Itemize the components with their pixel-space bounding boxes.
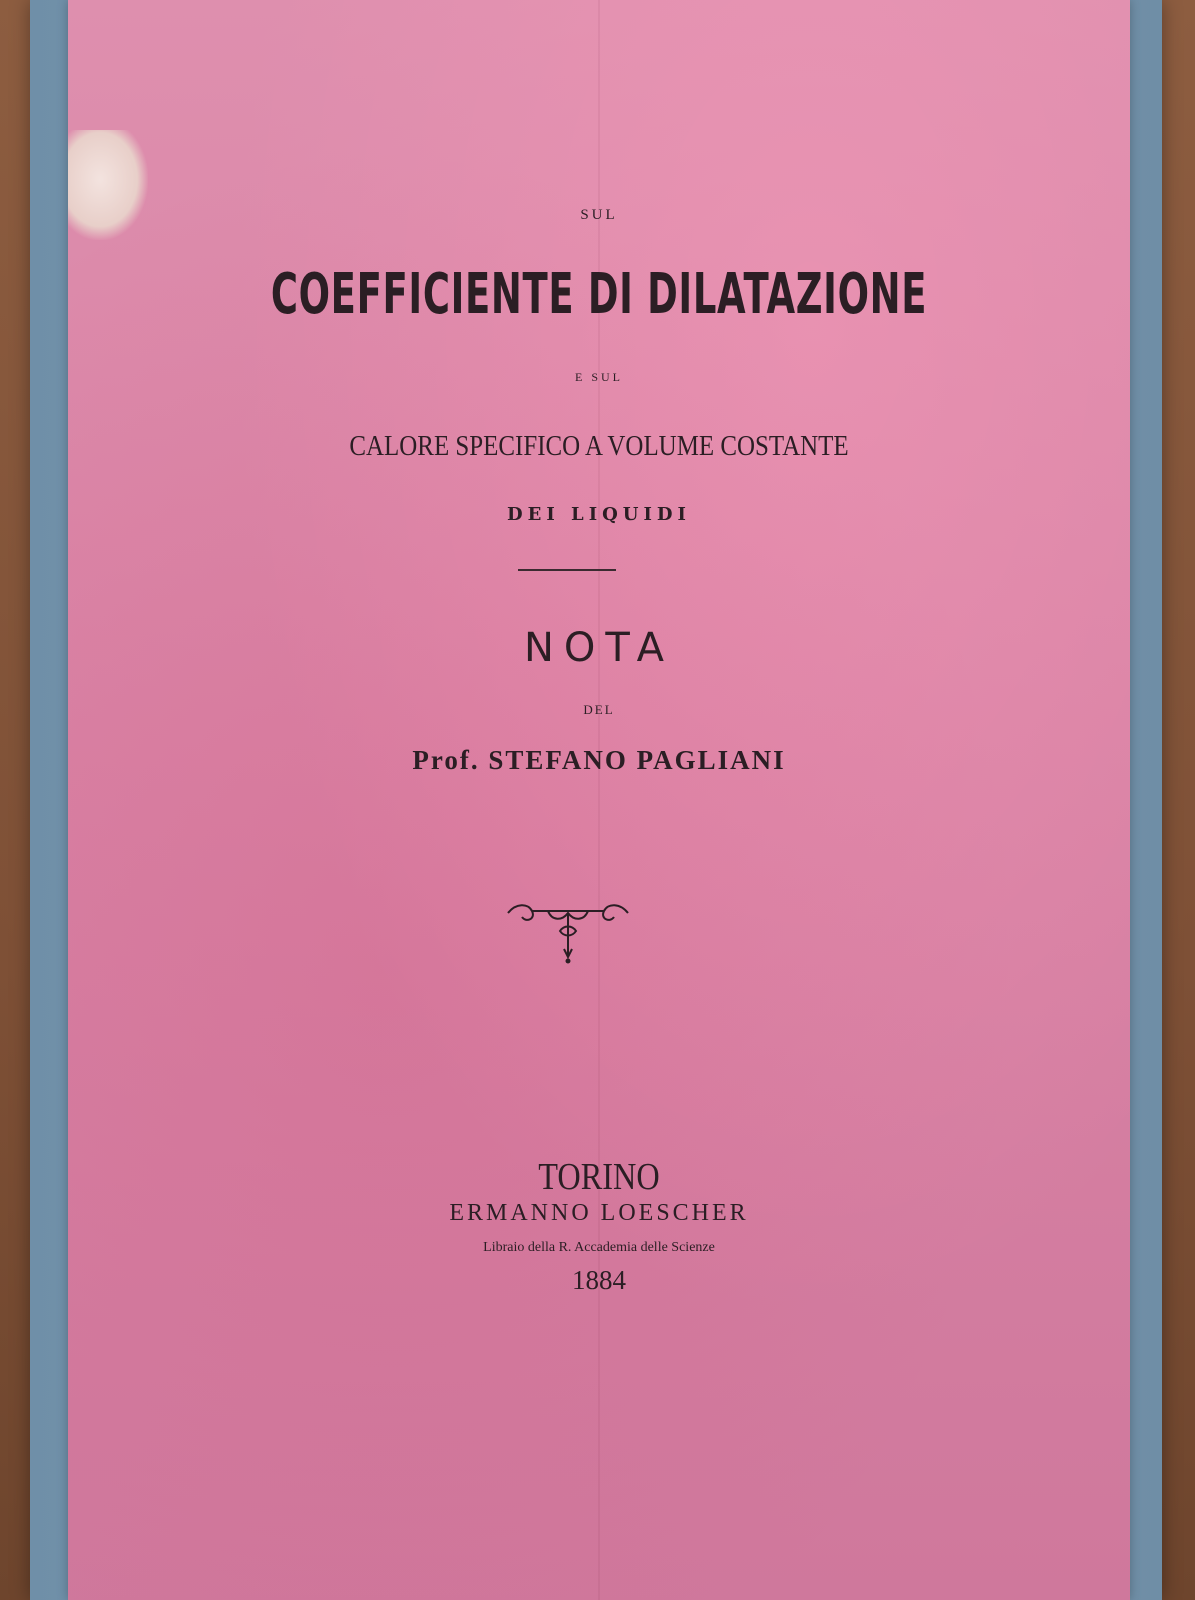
cover-fold-line (598, 0, 600, 1600)
cover-author: Prof. STEFANO PAGLIANI (412, 745, 786, 775)
cover-line-e-sul: E SUL (575, 370, 623, 384)
publication-year: 1884 (572, 1265, 626, 1295)
cover-title: COEFFICIENTE DI DILATAZIONE (270, 262, 928, 327)
cover-subtitle: CALORE SPECIFICO A VOLUME COSTANTE (349, 430, 849, 462)
publisher-note: Libraio della R. Accademia delle Scienze (483, 1240, 715, 1255)
publication-city: TORINO (538, 1156, 660, 1198)
cover-heading-nota: NOTA (523, 625, 675, 671)
publisher-name: ERMANNO LOESCHER (449, 1200, 749, 1226)
cover-line-sul: SUL (580, 207, 618, 223)
cover-line-del: DEL (583, 702, 615, 717)
booklet-cover (68, 0, 1130, 1600)
fleuron-ornament-icon (498, 895, 638, 975)
cover-subtitle-2: DEI LIQUIDI (507, 504, 691, 525)
divider-rule (518, 569, 616, 571)
